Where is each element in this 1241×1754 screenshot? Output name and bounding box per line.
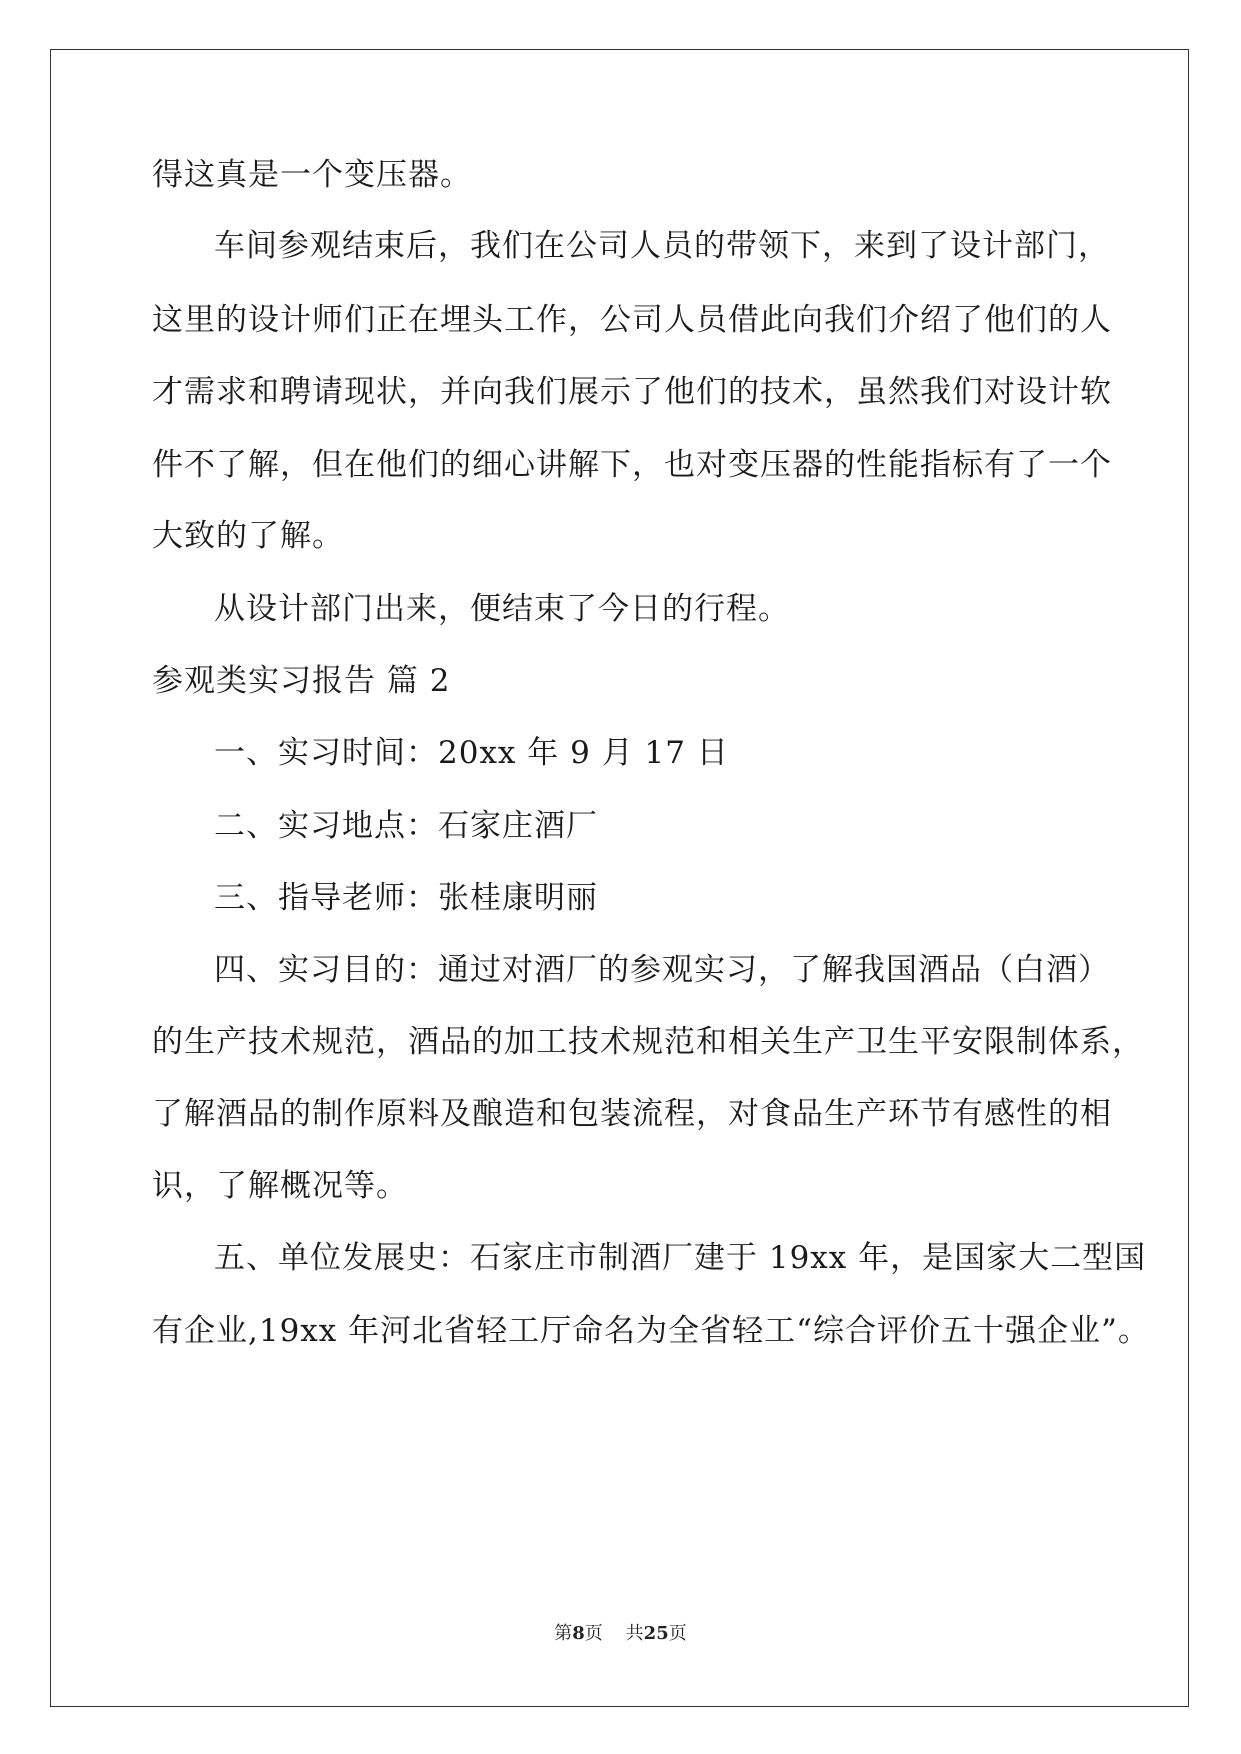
- total-prefix: 共: [625, 1623, 644, 1644]
- text-line: 识，了解概况等。: [152, 1168, 408, 1204]
- page-number: 8: [572, 1623, 585, 1644]
- text-line: 件不了解，但在他们的细心讲解下，也对变压器的性能指标有了一个: [152, 447, 1112, 483]
- text-line: 三、指导老师：张桂康明丽: [214, 880, 598, 916]
- text-line: 才需求和聘请现状，并向我们展示了他们的技术，虽然我们对设计软: [152, 374, 1112, 410]
- text-line: 的生产技术规范，酒品的加工技术规范和相关生产卫生平安限制体系，: [152, 1024, 1144, 1060]
- text-line: 四、实习目的：通过对酒厂的参观实习，了解我国酒品（白酒）: [214, 952, 1110, 988]
- text-line: 从设计部门出来，便结束了今日的行程。: [214, 591, 790, 627]
- text-line: 车间参观结束后，我们在公司人员的带领下，来到了设计部门，: [214, 228, 1110, 264]
- text-line: 大致的了解。: [152, 518, 344, 554]
- text-line: 有企业,19xx 年河北省轻工厅命名为全省轻工“综合评价五十强企业”。: [152, 1313, 1150, 1349]
- total-suffix: 页: [668, 1623, 687, 1644]
- total-pages: 25: [643, 1623, 669, 1644]
- text-line: 这里的设计师们正在埋头工作，公司人员借此向我们介绍了他们的人: [152, 302, 1112, 338]
- page-prefix: 第: [554, 1623, 573, 1644]
- text-line: 得这真是一个变压器。: [152, 157, 472, 193]
- section-heading: 参观类实习报告 篇 2: [152, 663, 451, 699]
- page-footer: [0, 1622, 1241, 1646]
- text-line: 一、实习时间：20xx 年 9 月 17 日: [214, 735, 729, 771]
- page-suffix: 页: [584, 1623, 603, 1644]
- text-line: 二、实习地点：石家庄酒厂: [214, 808, 598, 844]
- text-line: 了解酒品的制作原料及酿造和包装流程，对食品生产环节有感性的相: [152, 1096, 1112, 1132]
- text-line: 五、单位发展史：石家庄市制酒厂建于 19xx 年，是国家大二型国: [214, 1240, 1147, 1276]
